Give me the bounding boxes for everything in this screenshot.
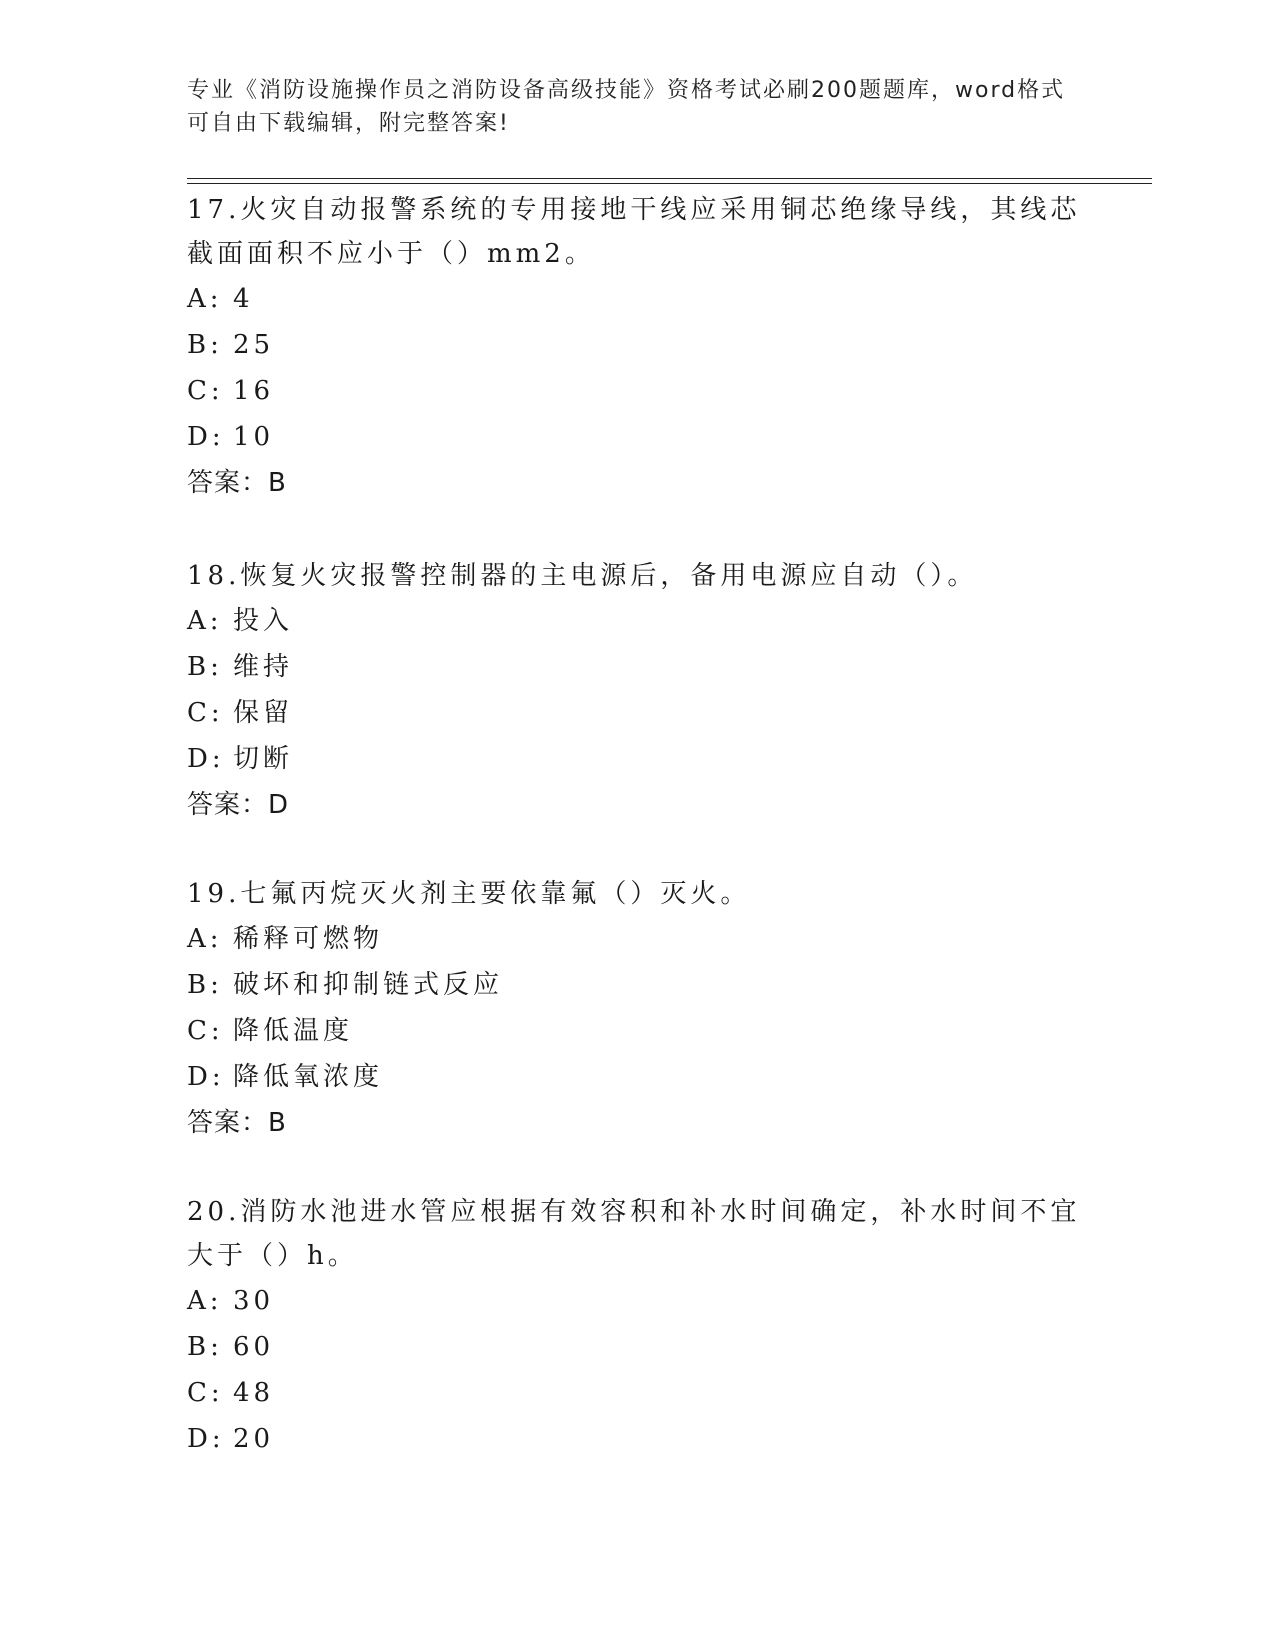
question-stem: 19.七氟丙烷灭火剂主要依靠氟（）灭火。	[187, 879, 751, 909]
option-letter: A:	[187, 924, 223, 954]
option-letter: D:	[187, 1424, 225, 1454]
question-stem: 18.恢复火灾报警控制器的主电源后，备用电源应自动（）。	[187, 561, 978, 591]
option-letter: B:	[187, 970, 223, 1000]
option-letter: C:	[187, 698, 224, 728]
question-19	[187, 872, 1087, 1144]
option-text: 降低温度	[233, 1016, 354, 1046]
option-d	[187, 414, 1087, 460]
question-20	[187, 1190, 1087, 1462]
option-letter: B:	[187, 1332, 223, 1362]
option-b	[187, 1324, 1087, 1370]
option-text: 20	[233, 1424, 275, 1454]
option-letter: C:	[187, 1016, 224, 1046]
option-b	[187, 962, 1087, 1008]
header-divider-bottom	[187, 183, 1152, 184]
option-text: 25	[233, 330, 275, 360]
option-b	[187, 644, 1087, 690]
option-b	[187, 322, 1087, 368]
option-a	[187, 916, 1087, 962]
option-d	[187, 1416, 1087, 1462]
header-divider-top	[187, 178, 1152, 179]
option-c	[187, 1370, 1087, 1416]
option-list	[187, 276, 1087, 460]
option-text: 保留	[233, 698, 294, 728]
option-text: 维持	[233, 652, 294, 682]
option-text: 4	[233, 284, 254, 314]
option-d	[187, 736, 1087, 782]
option-letter: D:	[187, 1062, 225, 1092]
option-text: 降低氧浓度	[233, 1062, 384, 1092]
option-text: 稀释可燃物	[233, 924, 384, 954]
option-letter: A:	[187, 1286, 223, 1316]
option-c	[187, 690, 1087, 736]
option-text: 60	[233, 1332, 275, 1362]
option-letter: D:	[187, 744, 225, 774]
option-c	[187, 368, 1087, 414]
question-stem: 17.火灾自动报警系统的专用接地干线应采用铜芯绝缘导线，其线芯截面面积不应小于（）mm2。	[187, 195, 1081, 269]
option-text: 16	[233, 376, 275, 406]
option-letter: A:	[187, 284, 223, 314]
option-a	[187, 1278, 1087, 1324]
option-text: 30	[233, 1286, 275, 1316]
answer-line: 答案：B	[187, 468, 287, 498]
option-a	[187, 598, 1087, 644]
option-list	[187, 916, 1087, 1100]
question-stem: 20.消防水池进水管应根据有效容积和补水时间确定，补水时间不宜大于（）h。	[187, 1197, 1081, 1271]
option-letter: C:	[187, 376, 224, 406]
page-header: 专业《消防设施操作员之消防设备高级技能》资格考试必刷200题题库，word格式可自由下载编辑，附完整答案!	[187, 78, 1066, 136]
option-list	[187, 598, 1087, 782]
option-text: 破坏和抑制链式反应	[233, 970, 504, 1000]
option-a	[187, 276, 1087, 322]
option-text: 投入	[233, 606, 294, 636]
option-text: 48	[233, 1378, 275, 1408]
option-letter: B:	[187, 652, 223, 682]
option-d	[187, 1054, 1087, 1100]
option-list	[187, 1278, 1087, 1462]
option-letter: C:	[187, 1378, 224, 1408]
option-letter: B:	[187, 330, 223, 360]
option-text: 10	[233, 422, 275, 452]
option-letter: D:	[187, 422, 225, 452]
option-c	[187, 1008, 1087, 1054]
answer-line: 答案：B	[187, 1108, 287, 1138]
question-18	[187, 554, 1087, 826]
question-17	[187, 188, 1087, 504]
option-letter: A:	[187, 606, 223, 636]
option-text: 切断	[233, 744, 294, 774]
answer-line: 答案：D	[187, 790, 290, 820]
